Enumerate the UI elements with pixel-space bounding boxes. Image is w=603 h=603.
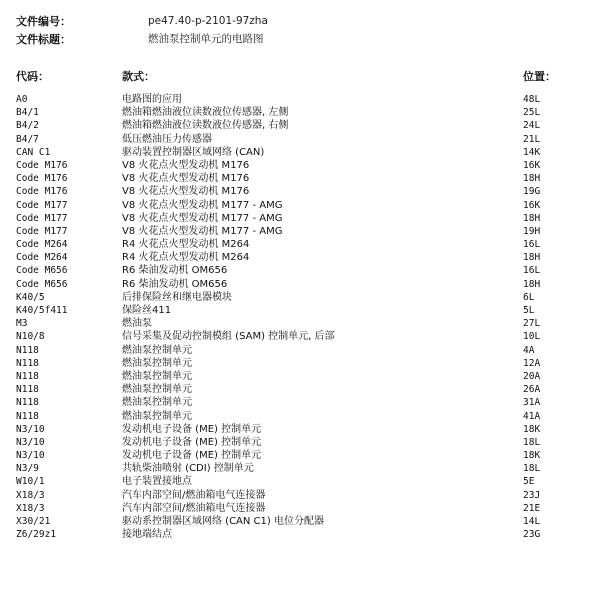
- component-description: 燃油箱燃油液位读数液位传感器, 左侧: [122, 107, 289, 119]
- diagram-position: 16L: [523, 265, 541, 277]
- diagram-position: 14K: [523, 146, 541, 158]
- component-code: N118: [16, 384, 39, 396]
- component-code: N3/9: [16, 463, 39, 475]
- table-row: [0, 278, 603, 291]
- table-row: [0, 291, 603, 304]
- component-code: Code M177: [16, 199, 68, 211]
- diagram-position: 21L: [523, 133, 541, 145]
- table-row: [0, 317, 603, 330]
- table-row: [0, 264, 603, 277]
- component-code: Code M264: [16, 239, 68, 251]
- table-row: [0, 225, 603, 238]
- diagram-position: 5E: [523, 476, 535, 488]
- column-header-position: 位置：: [523, 70, 556, 83]
- table-row: [0, 449, 603, 462]
- component-description: 燃油箱燃油液位读数液位传感器, 右侧: [122, 120, 289, 132]
- component-description: 保险丝411: [122, 305, 172, 316]
- table-row: [0, 344, 603, 357]
- diagram-position: 16L: [523, 239, 541, 251]
- component-code: Code M176: [16, 173, 68, 185]
- table-row: [0, 489, 603, 502]
- diagram-position: 18H: [523, 278, 541, 290]
- diagram-position: 41A: [523, 410, 541, 422]
- component-description: R6 柴油发动机 OM656: [122, 265, 228, 277]
- diagram-position: 18H: [523, 212, 541, 224]
- component-code: B4/2: [16, 120, 39, 132]
- table-row: [0, 212, 603, 225]
- component-description: 电路图的应用: [122, 94, 182, 105]
- table-row: [0, 436, 603, 449]
- component-description: V8 火花点火型发动机 M176: [122, 159, 250, 171]
- diagram-position: 19H: [523, 225, 541, 237]
- component-description: 后排保险丝和继电器模块: [122, 291, 232, 303]
- component-description: 燃油泵控制单元: [122, 370, 192, 382]
- doc-number-value: pe47.40-p-2101-97zha: [148, 15, 268, 27]
- component-code: Code M264: [16, 252, 68, 264]
- component-description: V8 火花点火型发动机 M177 - AMG: [122, 199, 283, 211]
- component-code: Code M177: [16, 212, 68, 224]
- diagram-position: 27L: [523, 318, 541, 330]
- diagram-position: 48L: [523, 94, 541, 105]
- component-code: N3/10: [16, 423, 45, 435]
- component-code: A0: [16, 94, 28, 105]
- table-row: [0, 396, 603, 409]
- diagram-position: 16K: [523, 199, 541, 211]
- component-description: R6 柴油发动机 OM656: [122, 278, 228, 290]
- diagram-position: 20A: [523, 370, 541, 382]
- component-code: Z6/29z1: [16, 529, 57, 541]
- table-row: [0, 502, 603, 515]
- component-code: Code M176: [16, 159, 68, 171]
- component-description: 发动机电子设备 (ME) 控制单元: [122, 450, 262, 462]
- component-code: B4/1: [16, 107, 39, 119]
- table-row: [0, 251, 603, 264]
- diagram-position: 18K: [523, 450, 541, 462]
- component-description: 燃油泵控制单元: [122, 384, 192, 396]
- diagram-position: 14L: [523, 516, 541, 527]
- component-description: 电子装置接地点: [122, 476, 192, 488]
- component-code: N118: [16, 344, 39, 356]
- component-code: N3/10: [16, 436, 45, 448]
- doc-number-label: 文件编号：: [16, 15, 71, 28]
- component-code: K40/5f411: [16, 305, 68, 316]
- component-code: CAN C1: [16, 146, 51, 158]
- component-description: 燃油泵: [122, 318, 152, 330]
- component-code: N118: [16, 410, 39, 422]
- component-description: 燃油泵控制单元: [122, 397, 192, 409]
- table-row: [0, 528, 603, 541]
- table-row: [0, 172, 603, 185]
- component-code: Code M656: [16, 265, 68, 277]
- component-description: 接地端结点: [122, 529, 172, 541]
- diagram-position: 16K: [523, 159, 541, 171]
- diagram-position: 18L: [523, 436, 541, 448]
- component-code: Code M656: [16, 278, 68, 290]
- diagram-position: 18H: [523, 173, 541, 185]
- table-row: [0, 146, 603, 159]
- diagram-position: 18L: [523, 463, 541, 475]
- table-row: [0, 475, 603, 488]
- diagram-position: 26A: [523, 384, 541, 396]
- diagram-position: 6L: [523, 291, 535, 303]
- component-code: X30/21: [16, 516, 51, 527]
- component-description: 燃油泵控制单元: [122, 344, 192, 356]
- table-row: [0, 330, 603, 343]
- component-description: 驱动系控制器区域网络 (CAN C1) 电位分配器: [122, 516, 324, 527]
- component-code: Code M177: [16, 225, 68, 237]
- diagram-position: 18K: [523, 423, 541, 435]
- component-description: R4 火花点火型发动机 M264: [122, 252, 250, 264]
- component-description: V8 火花点火型发动机 M177 - AMG: [122, 212, 283, 224]
- diagram-position: 4A: [523, 344, 535, 356]
- component-code: K40/5: [16, 291, 45, 303]
- table-row: [0, 515, 603, 528]
- component-code: M3: [16, 318, 28, 330]
- diagram-position: 5L: [523, 305, 535, 316]
- component-code: N118: [16, 370, 39, 382]
- component-description: V8 火花点火型发动机 M176: [122, 173, 250, 185]
- diagram-position: 23J: [523, 489, 541, 501]
- component-description: 共轨柴油喷射 (CDI) 控制单元: [122, 463, 254, 475]
- table-row: [0, 462, 603, 475]
- table-row: [0, 185, 603, 198]
- table-row: [0, 238, 603, 251]
- component-description: 燃油泵控制单元: [122, 410, 192, 422]
- diagram-position: 23G: [523, 529, 541, 541]
- component-description: 低压燃油压力传感器: [122, 133, 212, 145]
- component-code: B4/7: [16, 133, 39, 145]
- table-row: [0, 199, 603, 212]
- diagram-position: 12A: [523, 357, 541, 369]
- diagram-position: 19G: [523, 186, 541, 198]
- diagram-position: 21E: [523, 502, 541, 514]
- table-row: [0, 93, 603, 106]
- table-row: [0, 357, 603, 370]
- component-code: N118: [16, 357, 39, 369]
- doc-title-value: 燃油泵控制单元的电路图: [148, 33, 264, 45]
- table-row: [0, 159, 603, 172]
- component-code: W10/1: [16, 476, 45, 488]
- component-code: N3/10: [16, 450, 45, 462]
- diagram-position: 18H: [523, 252, 541, 264]
- component-code: N10/8: [16, 331, 45, 343]
- column-header-code: 代码：: [16, 70, 49, 83]
- component-code: N118: [16, 397, 39, 409]
- component-table: [0, 93, 603, 541]
- doc-title-label: 文件标题：: [16, 33, 71, 46]
- table-row: [0, 370, 603, 383]
- component-description: 发动机电子设备 (ME) 控制单元: [122, 436, 262, 448]
- table-row: [0, 106, 603, 119]
- component-description: V8 火花点火型发动机 M176: [122, 186, 250, 198]
- diagram-position: 10L: [523, 331, 541, 343]
- diagram-position: 31A: [523, 397, 541, 409]
- table-row: [0, 410, 603, 423]
- diagram-position: 24L: [523, 120, 541, 132]
- component-description: 汽车内部空间/燃油箱电气连接器: [122, 502, 266, 514]
- component-code: Code M176: [16, 186, 68, 198]
- component-description: 发动机电子设备 (ME) 控制单元: [122, 423, 262, 435]
- component-description: 信号采集及促动控制模组 (SAM) 控制单元, 后部: [122, 331, 335, 343]
- table-row: [0, 423, 603, 436]
- component-code: X18/3: [16, 502, 45, 514]
- table-row: [0, 304, 603, 317]
- component-description: 驱动装置控制器区域网络 (CAN): [122, 146, 265, 158]
- component-description: V8 火花点火型发动机 M177 - AMG: [122, 225, 283, 237]
- table-row: [0, 383, 603, 396]
- component-description: 燃油泵控制单元: [122, 357, 192, 369]
- component-description: R4 火花点火型发动机 M264: [122, 239, 250, 251]
- column-header-model: 款式：: [122, 70, 155, 83]
- diagram-position: 25L: [523, 107, 541, 119]
- table-row: [0, 133, 603, 146]
- component-code: X18/3: [16, 489, 45, 501]
- component-description: 汽车内部空间/燃油箱电气连接器: [122, 489, 266, 501]
- table-row: [0, 119, 603, 132]
